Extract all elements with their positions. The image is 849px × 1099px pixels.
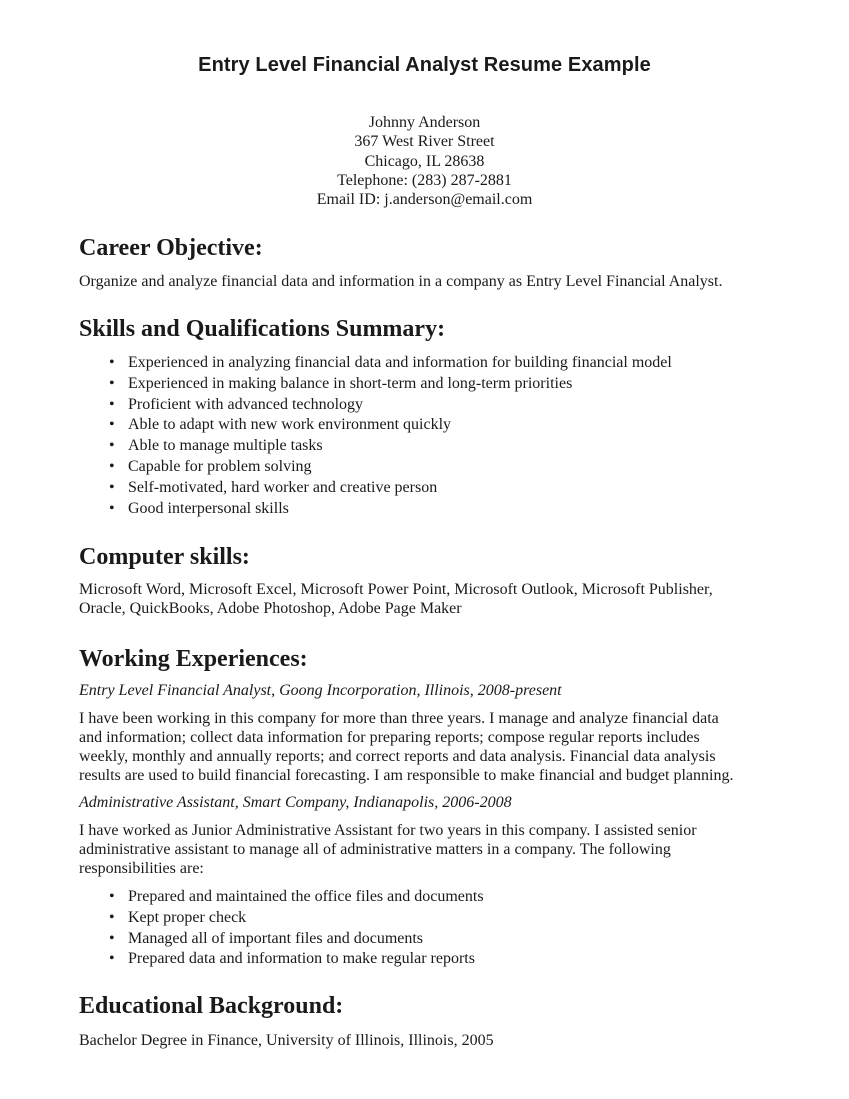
bullet-icon: • bbox=[109, 908, 115, 926]
paragraph-line: Microsoft Word, Microsoft Excel, Microsoft Power Point, Microsoft Outlook, Microsoft Publisher, bbox=[79, 581, 713, 598]
career-objective-line: Organize and analyze financial data and information in a company as Entry Level Financial Analyst. bbox=[79, 273, 723, 290]
list-item-text: Able to manage multiple tasks bbox=[128, 437, 323, 455]
bullet-icon: • bbox=[109, 416, 115, 434]
contact-street: 367 West River Street bbox=[354, 133, 495, 151]
paragraph-line: results are used to build financial forecasting. I am responsible to make financial and budget planning. bbox=[79, 767, 734, 784]
career-objective-heading: Career Objective: bbox=[79, 235, 263, 261]
bullet-icon: • bbox=[109, 950, 115, 968]
list-item-text: Experienced in making balance in short-term and long-term priorities bbox=[128, 374, 573, 392]
paragraph-line: weekly, monthly and annually reports; and correct reports and data analysis. Financial data analysis bbox=[79, 748, 716, 765]
responsibilities-list bbox=[79, 887, 484, 970]
bullet-icon: • bbox=[109, 499, 115, 517]
list-item bbox=[79, 887, 484, 908]
list-item-text: Self-motivated, hard worker and creative person bbox=[128, 478, 438, 496]
bullet-icon: • bbox=[109, 374, 115, 392]
bullet-icon: • bbox=[109, 929, 115, 947]
skills-list bbox=[79, 353, 672, 519]
list-item bbox=[79, 457, 672, 478]
list-item bbox=[79, 353, 672, 374]
list-item-text: Capable for problem solving bbox=[128, 457, 312, 475]
contact-name: Johnny Anderson bbox=[368, 114, 481, 131]
skills-heading: Skills and Qualifications Summary: bbox=[79, 316, 446, 342]
paragraph-line: I have been working in this company for more than three years. I manage and analyze financial data bbox=[79, 710, 719, 727]
bullet-icon: • bbox=[109, 457, 115, 475]
job-description-2 bbox=[79, 821, 779, 878]
list-item bbox=[79, 374, 672, 395]
job-description-1 bbox=[79, 709, 779, 785]
education-heading: Educational Background: bbox=[79, 993, 344, 1019]
list-item-text: Kept proper check bbox=[128, 908, 247, 926]
list-item bbox=[79, 908, 484, 929]
job-title-1: Entry Level Financial Analyst, Goong Incorporation, Illinois, 2008-present bbox=[79, 682, 562, 699]
education-text bbox=[79, 1031, 779, 1050]
list-item-text: Prepared data and information to make regular reports bbox=[128, 950, 475, 968]
paragraph-line: administrative assistant to manage all of administrative matters in a company. The following bbox=[79, 841, 671, 858]
computer-skills-heading: Computer skills: bbox=[79, 544, 250, 570]
bullet-icon: • bbox=[109, 395, 115, 413]
list-item-text: Experienced in analyzing financial data and information for building financial model bbox=[128, 354, 672, 371]
computer-skills-text bbox=[79, 580, 779, 618]
list-item bbox=[79, 415, 672, 436]
document-title: Entry Level Financial Analyst Resume Example bbox=[198, 54, 651, 76]
contact-city: Chicago, IL 28638 bbox=[364, 152, 485, 170]
list-item bbox=[79, 478, 672, 499]
career-objective-text bbox=[79, 272, 779, 291]
list-item-text: Good interpersonal skills bbox=[128, 499, 289, 517]
list-item-text: Prepared and maintained the office files and documents bbox=[128, 888, 484, 905]
bullet-icon: • bbox=[109, 437, 115, 455]
list-item bbox=[79, 949, 484, 970]
list-item-text: Proficient with advanced technology bbox=[128, 395, 364, 413]
contact-email: Email ID: j.anderson@email.com bbox=[316, 191, 533, 209]
list-item bbox=[79, 499, 672, 520]
paragraph-line: Oracle, QuickBooks, Adobe Photoshop, Adobe Page Maker bbox=[79, 600, 462, 617]
working-experiences-heading: Working Experiences: bbox=[79, 646, 308, 672]
contact-telephone: Telephone: (283) 287-2881 bbox=[337, 171, 512, 189]
bullet-icon: • bbox=[109, 888, 115, 905]
list-item bbox=[79, 436, 672, 457]
list-item bbox=[79, 395, 672, 416]
job-title-2: Administrative Assistant, Smart Company, Indianapolis, 2006-2008 bbox=[79, 794, 512, 811]
paragraph-line: Bachelor Degree in Finance, University of Illinois, Illinois, 2005 bbox=[79, 1032, 494, 1049]
paragraph-line: responsibilities are: bbox=[79, 860, 204, 877]
contact-block bbox=[0, 113, 849, 209]
list-item-text: Managed all of important files and documents bbox=[128, 929, 424, 947]
list-item bbox=[79, 929, 484, 950]
paragraph-line: I have worked as Junior Administrative Assistant for two years in this company. I assisted senior bbox=[79, 822, 697, 839]
paragraph-line: and information; collect data information for preparing reports; compose regular reports includes bbox=[79, 729, 700, 746]
bullet-icon: • bbox=[109, 478, 115, 496]
bullet-icon: • bbox=[109, 354, 115, 371]
list-item-text: Able to adapt with new work environment quickly bbox=[128, 416, 452, 434]
